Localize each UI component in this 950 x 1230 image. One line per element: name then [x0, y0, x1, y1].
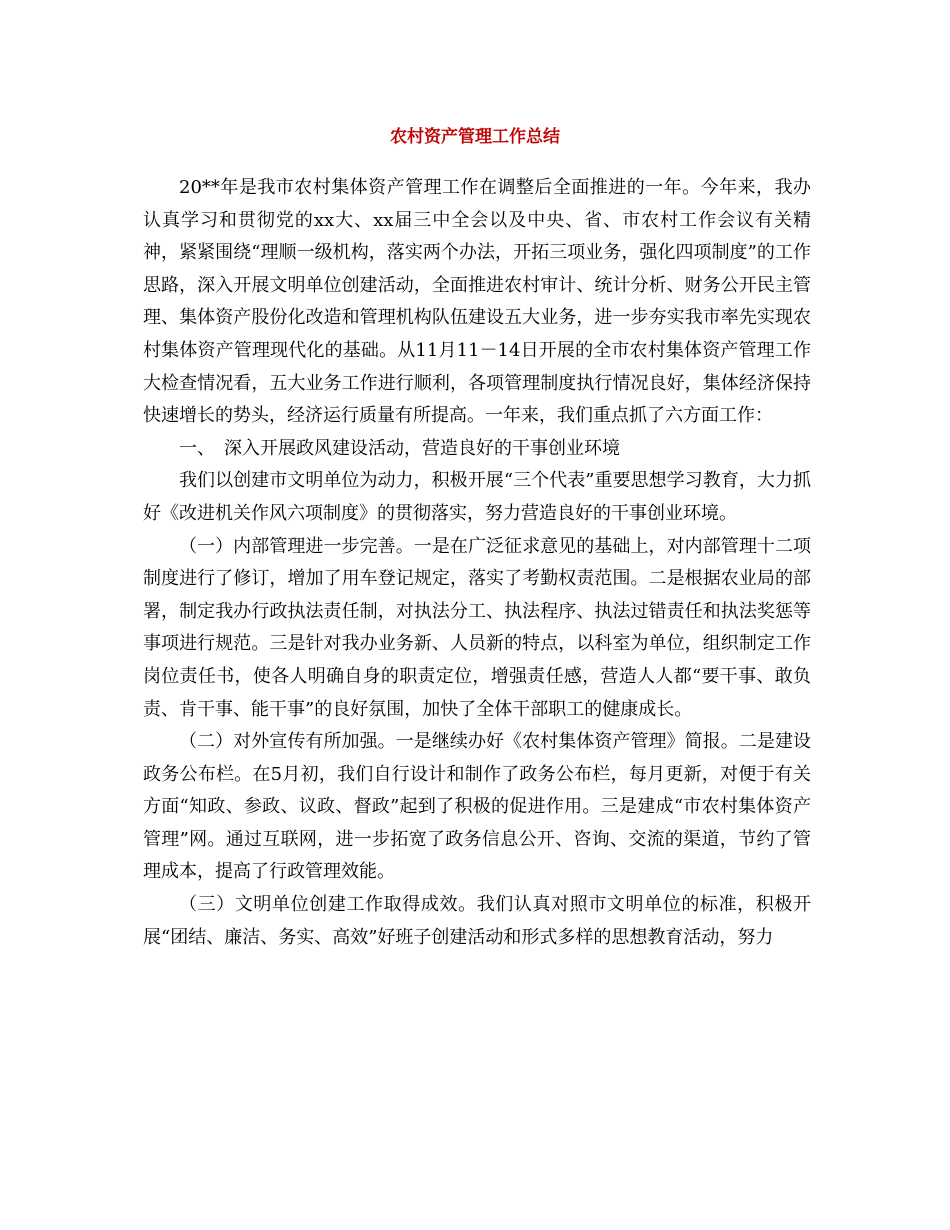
section-heading-1: 一、 深入开展政风建设活动，营造良好的干事创业环境	[179, 437, 620, 459]
paragraph-intro: 20**年是我市农村集体资产管理工作在调整后全面推进的一年。今年来，我办认真学习和贯彻党的xx大、xx届三中全会以及中央、省、市农村工作会议有关精神，紧紧围绕“理顺一级机构，落实两个办法，开拓三项业务，强化四项制度”的工作思路，深入开展文明单位创建活动，全面推进农村审计、统计分析、财务公开民主管理、集体资产股份化改造和管理机构队伍建设五大业务，进一步夯实我市率先实现农村集体资产管理现代化的基础。从11月11－14日开展的全市农村集体资产管理工作大检查情况看，五大业务工作进行顺利，各项管理制度执行情况良好，集体经济保持快速增长的势头，经济运行质量有所提高。一年来，我们重点抓了六方面工作：	[143, 177, 811, 427]
paragraph-subsection-3: （三）文明单位创建工作取得成效。我们认真对照市文明单位的标准，积极开展“团结、廉洁、务实、高效”好班子创建活动和形式多样的思想教育活动，努力	[143, 894, 811, 948]
paragraph-subsection-1: （一）内部管理进一步完善。一是在广泛征求意见的基础上，对内部管理十二项制度进行了修订，增加了用车登记规定，落实了考勤权责范围。二是根据农业局的部署，制定我办行政执法责任制，对执法分工、执法程序、执法过错责任和执法奖惩等事项进行规范。三是针对我办业务新、人员新的特点，以科室为单位，组织制定工作岗位责任书，使各人明确自身的职责定位，增强责任感，营造人人都“要干事、敢负责、肯干事、能干事”的良好氛围，加快了全体干部职工的健康成长。	[143, 535, 811, 720]
document-title: 农村资产管理工作总结	[390, 127, 560, 147]
paragraph-section-1-intro: 我们以创建市文明单位为动力，积极开展“三个代表”重要思想学习教育，大力抓好《改进机关作风六项制度》的贯彻落实，努力营造良好的干事创业环境。	[143, 470, 811, 524]
paragraph-subsection-2: （二）对外宣传有所加强。一是继续办好《农村集体资产管理》简报。二是建设政务公布栏。在5月初，我们自行设计和制作了政务公布栏，每月更新，对便于有关方面“知政、参政、议政、督政”起到了积极的促进作用。三是建成“市农村集体资产管理”网。通过互联网，进一步拓宽了政务信息公开、咨询、交流的渠道，节约了管理成本，提高了行政管理效能。	[143, 731, 811, 883]
document-body	[143, 172, 811, 954]
